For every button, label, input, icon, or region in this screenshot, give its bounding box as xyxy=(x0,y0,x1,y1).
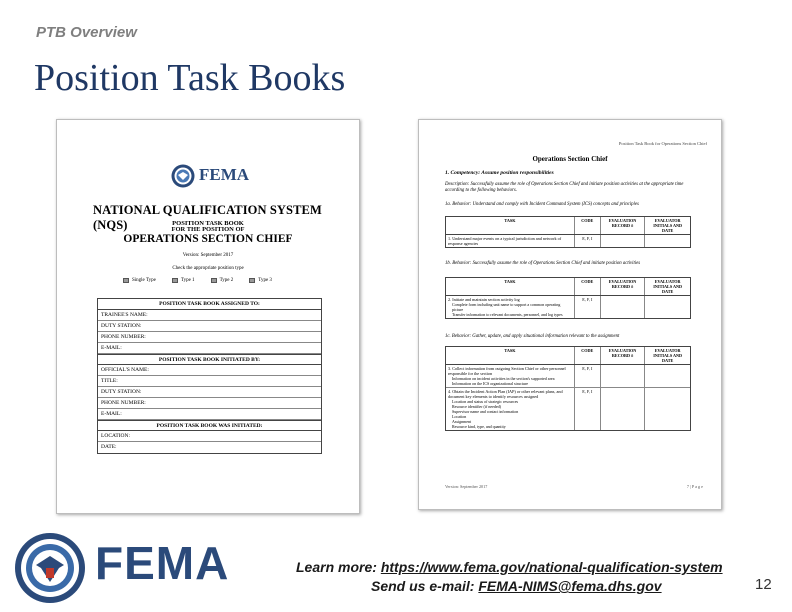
cover-ptb-line1: POSITION TASK BOOK xyxy=(172,220,244,227)
table-row: E-MAIL: xyxy=(98,409,321,420)
was-initiated-header: POSITION TASK BOOK WAS INITIATED: xyxy=(98,420,321,431)
table-row: LOCATION: xyxy=(98,431,321,442)
cover-check-prompt: Check the appropriate position type xyxy=(172,266,244,271)
table-row: 1. Understand major events on a typical jurisdiction and network of response agencies E, F, I xyxy=(446,235,690,247)
position-type-checkboxes xyxy=(123,278,272,283)
task-page-thumbnail xyxy=(418,119,722,510)
task-page-title: Operations Section Chief xyxy=(532,155,608,163)
initiated-header: POSITION TASK BOOK INITIATED BY: xyxy=(98,354,321,365)
assignment-table xyxy=(97,298,322,454)
fema-logo: FEMA xyxy=(95,537,230,589)
cover-system-title: NATIONAL QUALIFICATION SYSTEM (NQS) xyxy=(93,203,322,232)
dhs-seal-icon xyxy=(171,164,195,188)
slide-number: 12 xyxy=(755,576,772,593)
checkbox-icon xyxy=(123,278,129,283)
table-row: PHONE NUMBER: xyxy=(98,398,321,409)
table-row: TITLE: xyxy=(98,376,321,387)
task-page-footer-right: 7 | P a g e xyxy=(686,484,703,489)
table-row: E-MAIL: xyxy=(98,343,321,354)
behavior-1c: 1c. Behavior: Gather, update, and apply situational information relevant to the assignment xyxy=(445,334,620,339)
task-table-1b xyxy=(445,277,691,319)
task-table-1c xyxy=(445,346,691,431)
type-checkbox: Type 1 xyxy=(172,278,195,283)
type-checkbox: Type 2 xyxy=(211,278,234,283)
nqs-link[interactable]: https://www.fema.gov/national-qualification-system xyxy=(380,559,723,575)
table-row: 4. Obtain the Incident Action Plan (IAP) or other relevant plans, and document key elements to identify resources assigned Location and status of strategic resources Resource identifier (if needed) Supervisor name and contact information Location Assignment Resource kind, type, and quantity E, F, I xyxy=(446,388,690,430)
checkbox-icon xyxy=(249,278,255,283)
type-checkbox: Single Type xyxy=(123,278,156,283)
table-row: OFFICIAL'S NAME: xyxy=(98,365,321,376)
checkbox-icon xyxy=(211,278,217,283)
task-page-footer-left: Version: September 2017 xyxy=(445,484,488,489)
cover-ptb-line2: FOR THE POSITION OF xyxy=(171,226,245,233)
task-table-1a xyxy=(445,216,691,248)
table-header-row: TASK CODE EVALUATION RECORD # EVALUATOR INITIALS AND DATE xyxy=(446,347,690,365)
type-checkbox: Type 3 xyxy=(249,278,272,283)
competency-heading: 1. Competency: Assume position responsibilities xyxy=(445,170,554,176)
cover-position-title: OPERATIONS SECTION CHIEF xyxy=(123,233,293,245)
learn-more-line: Learn more: https://www.fema.gov/national-qualification-system xyxy=(296,559,723,575)
assigned-header: POSITION TASK BOOK ASSIGNED TO: xyxy=(98,299,321,310)
table-row: DUTY STATION: xyxy=(98,387,321,398)
table-row: DUTY STATION: xyxy=(98,321,321,332)
checkbox-icon xyxy=(172,278,178,283)
email-link[interactable]: FEMA-NIMS@fema.dhs.gov xyxy=(478,578,662,594)
table-header-row: TASK CODE EVALUATION RECORD # EVALUATOR INITIALS AND DATE xyxy=(446,278,690,296)
send-email-line: Send us e-mail: FEMA-NIMS@fema.dhs.gov xyxy=(371,578,662,594)
cover-page-thumbnail xyxy=(56,119,360,514)
cover-version: Version: September 2017 xyxy=(182,253,234,258)
table-row: 2. Initiate and maintain section activity log Complete form including unit name to support a common operating picture Transfer information to relevant documents, personnel, and log types E, F, I xyxy=(446,296,690,318)
section-label: PTB Overview xyxy=(36,24,137,41)
table-header-row: TASK CODE EVALUATION RECORD # EVALUATOR INITIALS AND DATE xyxy=(446,217,690,235)
competency-description: Description: Successfully assume the role of Operations Section Chief and initiate position activities at the appropriate time according to the following behaviors. xyxy=(445,182,684,193)
table-row: TRAINEE'S NAME: xyxy=(98,310,321,321)
table-row: 3. Collect information from outgoing Section Chief or other personnel responsible for the section Information on incident activities in the section's supported area Information on the ICS organizational structure E, F, I xyxy=(446,365,690,388)
cover-fema-logo: FEMA xyxy=(199,165,250,184)
slide-title: Position Task Books xyxy=(34,57,346,99)
dhs-seal-icon xyxy=(14,532,86,604)
running-header: Position Task Book for Operations Section Chief xyxy=(618,141,707,146)
table-row: PHONE NUMBER: xyxy=(98,332,321,343)
behavior-1b: 1b. Behavior: Successfully assume the role of Operations Section Chief and initiate position activities xyxy=(445,261,641,266)
table-row: DATE: xyxy=(101,444,117,450)
behavior-1a: 1a. Behavior: Understand and comply with Incident Command System (ICS) concepts and principles xyxy=(445,202,639,207)
